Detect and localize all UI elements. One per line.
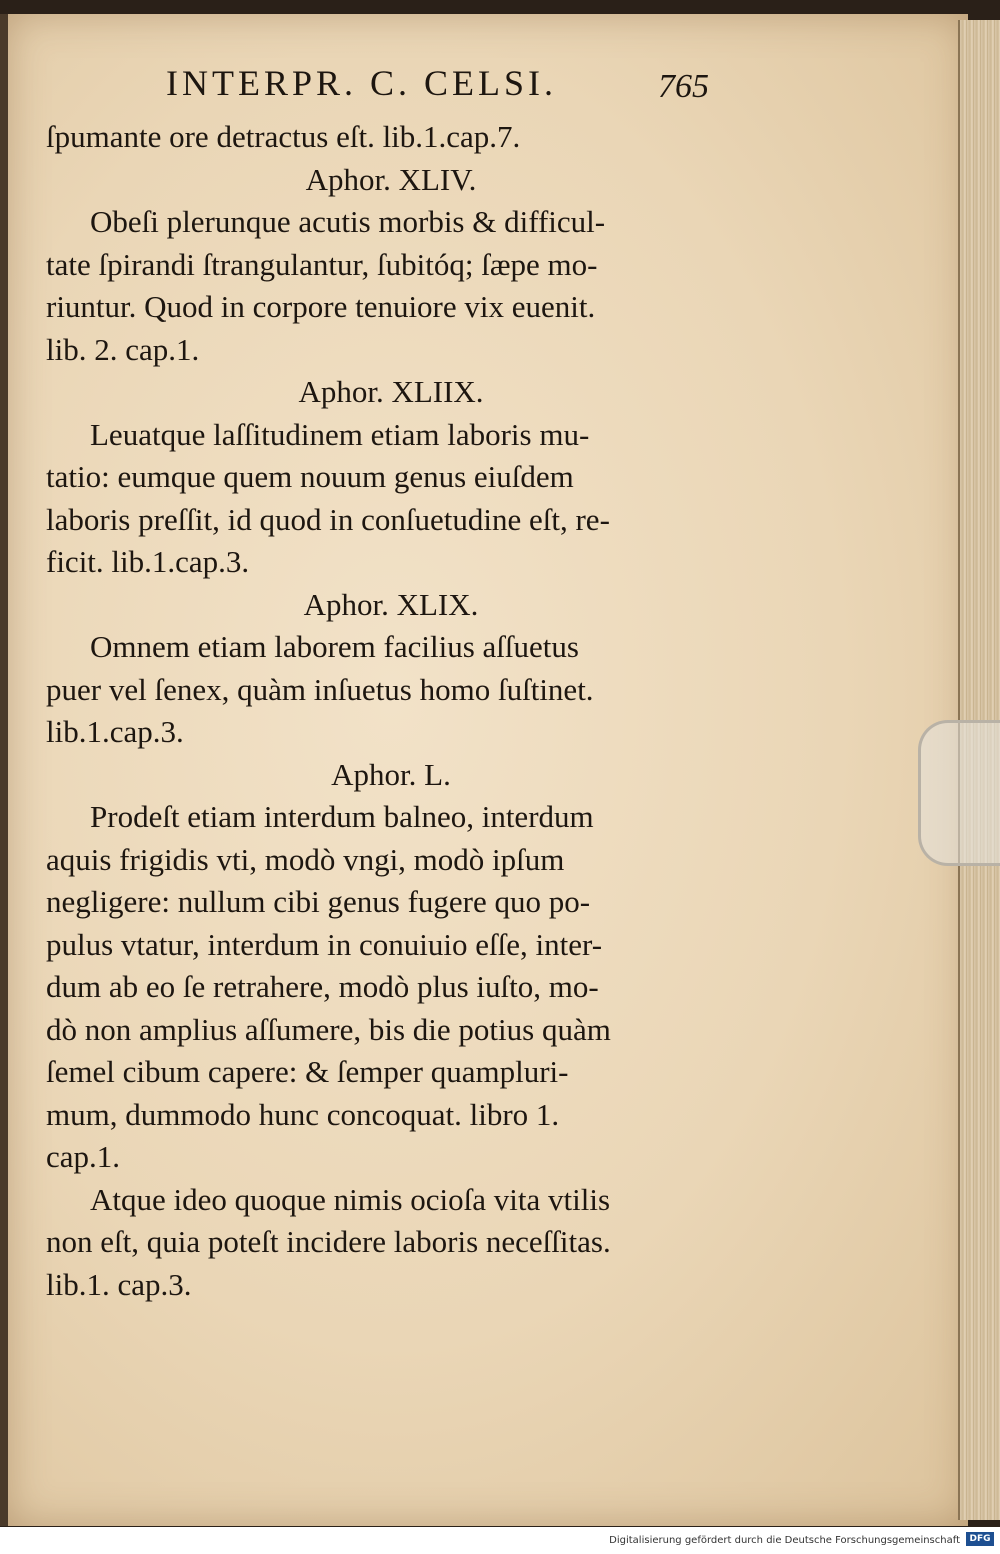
book-clasp — [918, 720, 1000, 866]
funding-credit: Digitalisierung gefördert durch die Deutsche Forschungsgemeinschaft — [609, 1535, 960, 1546]
text-line: puer vel ſenex, quàm inſuetus homo ſuſtinet. — [46, 671, 594, 707]
text-line: Prodeſt etiam interdum balneo, interdum — [90, 799, 594, 834]
text-block — [46, 56, 736, 1306]
text-line: laboris preſſit, id quod in conſuetudine eſt, re- — [46, 501, 610, 537]
aphorism-heading: Aphor. XLIV. — [305, 161, 477, 197]
text-line: negligere: nullum cibi genus fugere quo po- — [46, 884, 591, 919]
text-line: dum ab eo ſe retrahere, modò plus iuſto, mo- — [46, 969, 599, 1004]
text-line: Obeſi plerunque acutis morbis & difficul- — [90, 204, 606, 239]
text-line: ſemel cibum capere: & ſemper quampluri- — [46, 1054, 569, 1089]
text-line: ſpumante ore detractus eſt. lib.1.cap.7. — [46, 119, 521, 154]
text-line: ficit. lib.1.cap.3. — [46, 544, 250, 579]
text-line: tate ſpirandi ſtrangulantur, ſubitóq; ſæpe mo- — [46, 246, 598, 282]
running-head — [46, 56, 736, 116]
footer — [0, 1527, 1000, 1554]
page-number: 765 — [658, 68, 709, 105]
running-title: INTERPR. C. CELSI. — [166, 63, 558, 103]
aphorism-heading: Aphor. XLIIX. — [298, 374, 484, 409]
text-line: lib. 2. cap.1. — [46, 331, 200, 367]
text-line: lib.1.cap.3. — [46, 714, 184, 749]
text-line: aquis frigidis vti, modò vngi, modò ipſum — [46, 841, 565, 877]
text-line: non eſt, quia poteſt incidere laboris neceſſitas. — [46, 1224, 611, 1259]
aphorism-heading: Aphor. XLIX. — [303, 586, 479, 622]
text-line: tatio: eumque quem nouum genus eiuſdem — [46, 459, 574, 494]
aphorism-heading: Aphor. L. — [331, 756, 451, 792]
body-text — [46, 116, 736, 1306]
text-line: Leuatque laſſitudinem etiam laboris mu- — [90, 416, 590, 452]
dfg-logo: DFG — [966, 1532, 994, 1546]
text-line: cap.1. — [46, 1139, 121, 1174]
text-line: Omnem etiam laborem facilius aſſuetus — [90, 629, 579, 664]
text-line: mum, dummodo hunc concoquat. libro 1. — [46, 1096, 560, 1132]
text-line: lib.1. cap.3. — [46, 1266, 192, 1302]
text-line: Atque ideo quoque nimis ocioſa vita vtilis — [90, 1181, 611, 1217]
text-line: riuntur. Quod in corpore tenuiore vix euenit. — [46, 289, 596, 324]
text-line: dò non amplius aſſumere, bis die potius quàm — [46, 1011, 611, 1047]
text-line: pulus vtatur, interdum in conuiuio eſſe, inter- — [46, 926, 603, 962]
